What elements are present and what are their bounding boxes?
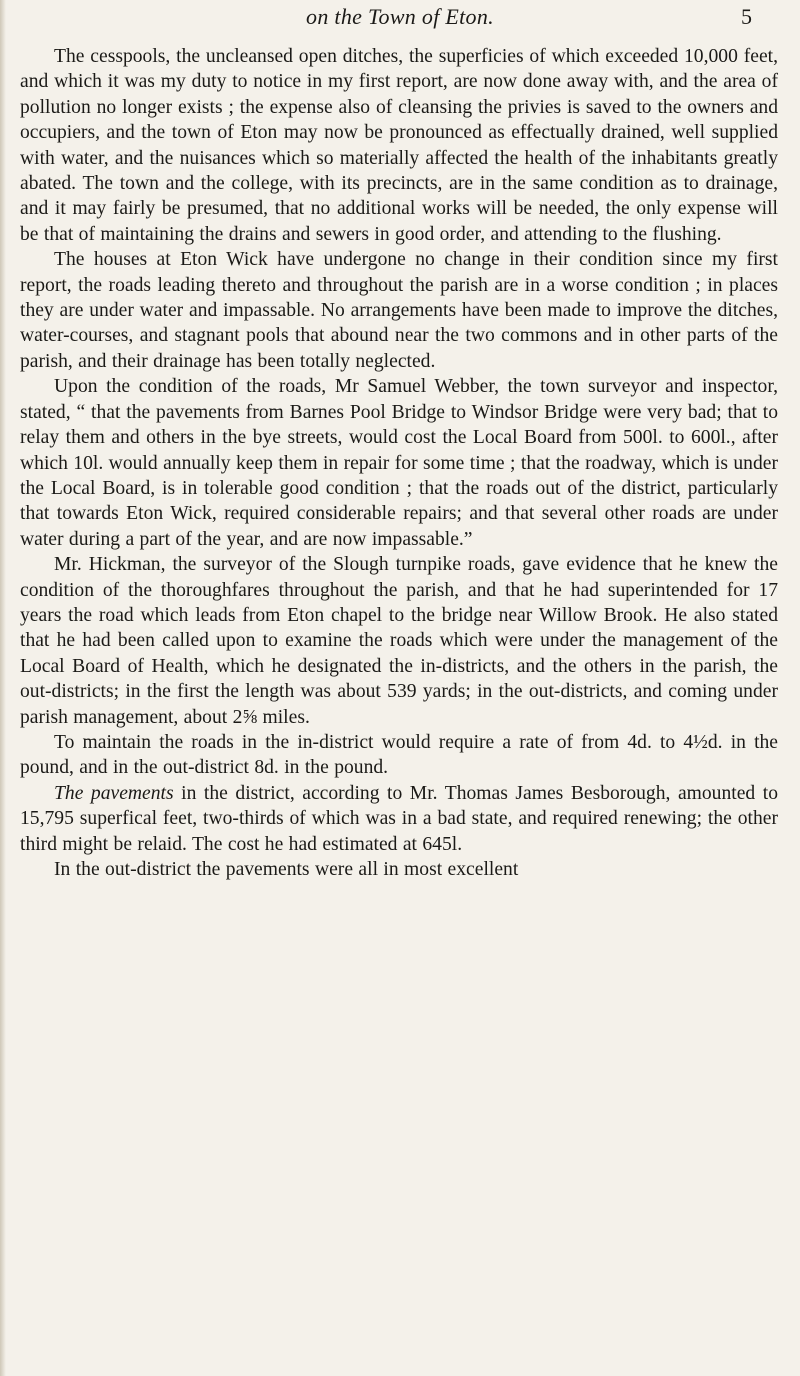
- paragraph-text: in the district, according to Mr. Thomas James Besborough, amounted to 15,795 superfical feet, two-thirds of which was in a bad state, and required renewing; the other third might be relaid. The cost he had estimated at 645l.: [20, 782, 778, 855]
- paragraph-rates: [20, 730, 778, 781]
- paragraph-out-district: [20, 857, 778, 882]
- paragraph-roads-webber: [20, 374, 778, 552]
- running-head-title: on the Town of Eton.: [306, 4, 494, 29]
- paragraph-hickman: [20, 552, 778, 730]
- page-number: 5: [741, 4, 752, 29]
- running-head: [0, 2, 800, 32]
- body-text: [20, 44, 778, 882]
- italic-lead: The pavements: [54, 782, 174, 804]
- paragraph-cesspools: [20, 44, 778, 247]
- paragraph-text: The cesspools, the uncleansed open ditches, the superficies of which exceeded 10,000 feet, and which it was my duty to notice in my first report, are now done away with, and the area of pollution no longer exists ; the expense also of cleansing the privies is saved to the owners and occupiers, and the town of Eton may now be pronounced as effectually drained, well supplied with water, and the nuisances which so materially affected the health of the inhabitants greatly abated. The town and the college, with its precincts, are in the same condition as to drainage, and it may fairly be presumed, that no additional works will be needed, the only expense will be that of maintaining the drains and sewers in good order, and attending to the flushing.: [20, 46, 778, 245]
- paragraph-eton-wick: [20, 247, 778, 374]
- paragraph-text: In the out-district the pavements were all in most excellent: [54, 859, 519, 880]
- page-gutter-shadow: [0, 0, 6, 1376]
- paragraph-text: To maintain the roads in the in-district would require a rate of from 4d. to 4½d. in the pound, and in the out-district 8d. in the pound.: [20, 731, 778, 779]
- paragraph-text: Upon the condition of the roads, Mr Samuel Webber, the town surveyor and inspector, stated, “ that the pavements from Barnes Pool Bridge to Windsor Bridge were very bad; that to relay them and others in the bye streets, would cost the Local Board from 500l. to 600l., after which 10l. would annually keep them in repair for some time ; that the roadway, which is under the Local Board, is in tolerable good condition ; that the roads out of the district, particularly that towards Eton Wick, required considerable repairs; and that several other roads are under water during a part of the year, and are now impassable.”: [20, 376, 778, 550]
- paragraph-pavements: [20, 781, 778, 857]
- paragraph-text: Mr. Hickman, the surveyor of the Slough turnpike roads, gave evidence that he knew the condition of the thoroughfares throughout the parish, and that he had superintended for 17 years the road which leads from Eton chapel to the bridge near Willow Brook. He also stated that he had been called upon to examine the roads which were under the management of the Local Board of Health, which he designated the in-districts, and the others in the parish, the out-districts; in the first the length was about 539 yards; in the out-districts, and coming under parish management, about 2⅝ miles.: [20, 554, 778, 728]
- paragraph-text: The houses at Eton Wick have undergone no change in their condition since my first report, the roads leading thereto and throughout the parish are in a worse condition ; in places they are under water and impassable. No arrangements have been made to improve the ditches, water-courses, and stagnant pools that abound near the two commons and in other parts of the parish, and their drainage has been totally neglected.: [20, 249, 778, 372]
